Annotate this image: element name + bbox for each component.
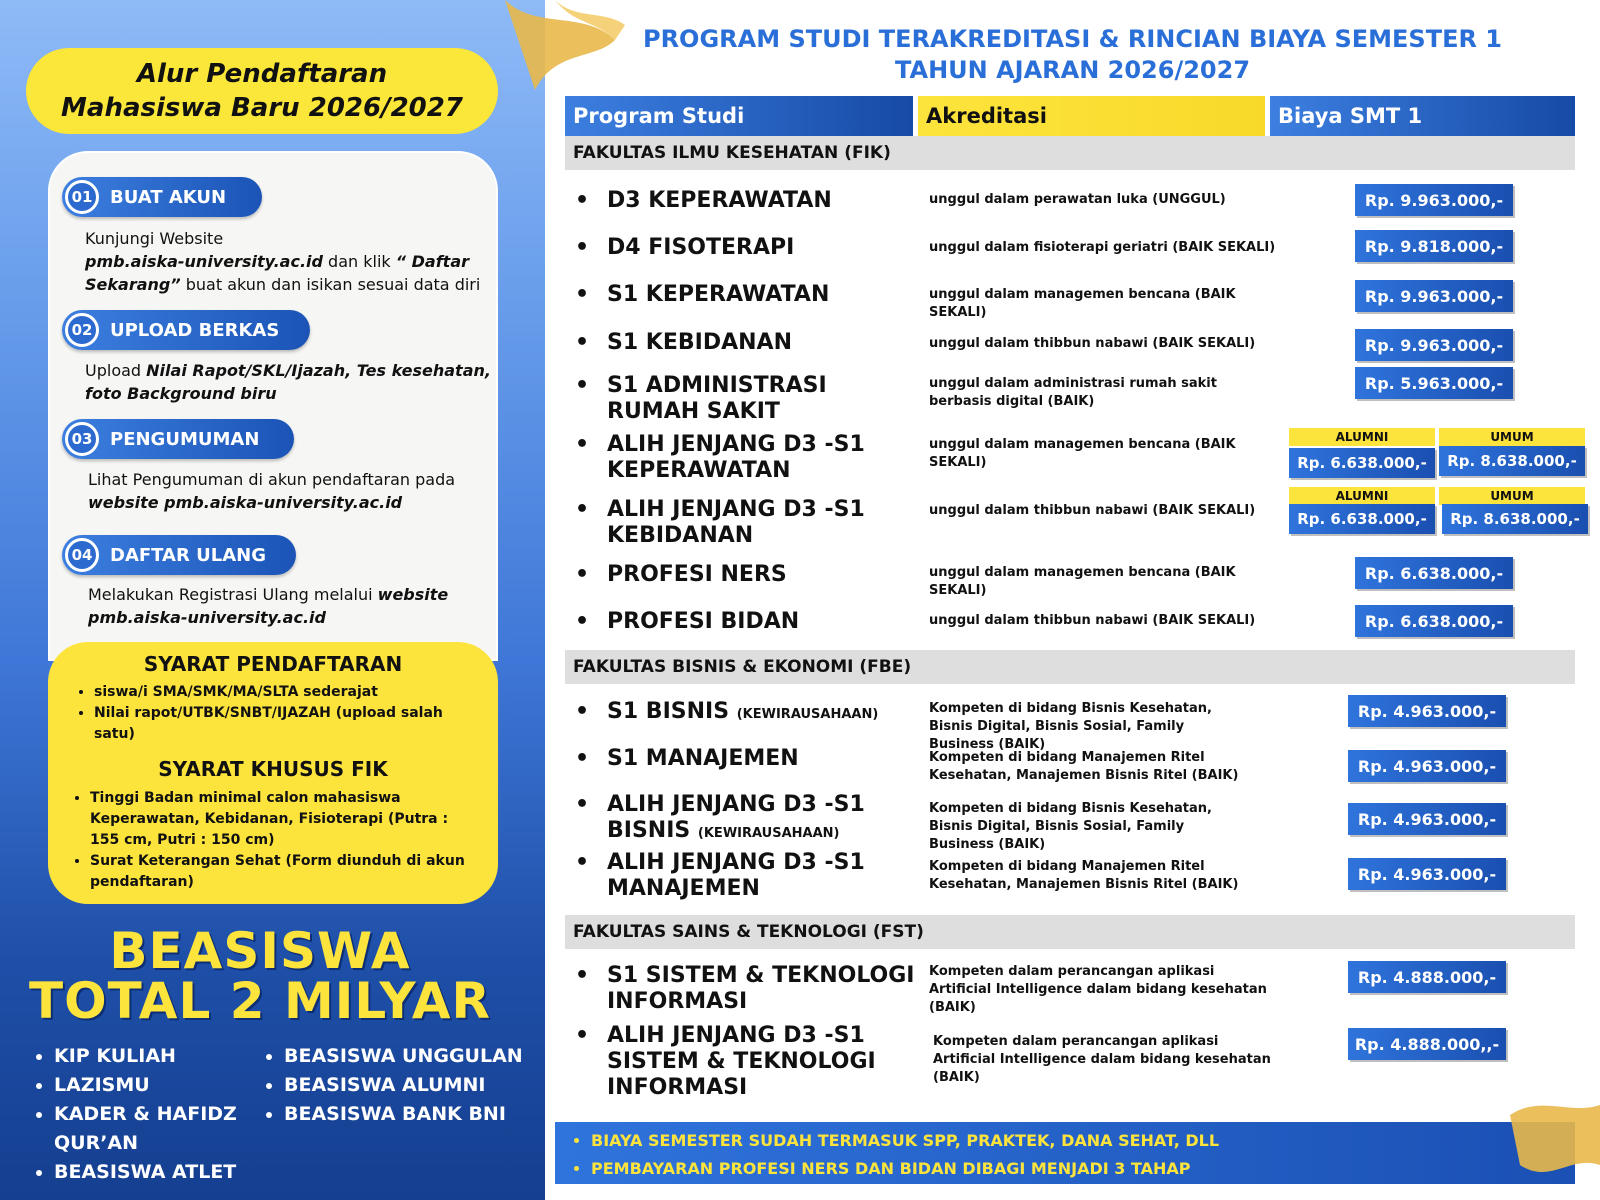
step-1-text-1: Kunjungi Website: [85, 229, 224, 248]
program-name: ALIH JENJANG D3 -S1 KEPERAWATAN: [607, 432, 865, 483]
fee-badge-umum: Rp. 8.638.000,-: [1439, 446, 1585, 476]
akreditasi-text: Kompeten dalam perancangan aplikasi Artificial Intelligence dalam bidang kesehatan (BAIK): [929, 964, 1267, 1015]
step-1-url: pmb.aiska-university.ac.id: [85, 252, 323, 271]
step-3-url: website pmb.aiska-university.ac.id: [88, 493, 403, 512]
beasiswa-item: • BEASISWA BANK BNI: [284, 1100, 544, 1129]
akreditasi-text: unggul dalam thibbun nabawi (BAIK SEKALI): [929, 613, 1256, 628]
program-name: ALIH JENJANG D3 -S1 KEBIDANAN: [607, 497, 865, 548]
gold-ribbon-bottom: [1510, 1095, 1600, 1200]
title-line-1: Alur Pendaftaran: [136, 59, 388, 89]
step-1-pill: [62, 177, 262, 217]
beasiswa-item: • BEASISWA ALUMNI: [284, 1071, 544, 1100]
step-4-text-1: Melakukan Registrasi Ulang melalui: [88, 585, 378, 604]
note-item: • BIAYA SEMESTER SUDAH TERMASUK SPP, PRAKTEK, DANA SEHAT, DLL: [591, 1127, 1219, 1155]
notes-list: [591, 1127, 1219, 1183]
step-3-text: [88, 468, 498, 514]
fee-badge: Rp. 6.638.000,-: [1355, 605, 1513, 637]
program-d3-keperawatan: • D3 KEPERAWATAN: [575, 188, 925, 214]
program-name: ALIH JENJANG D3 -S1 MANAJEMEN: [607, 850, 865, 901]
program-alih-jenjang-sistem-teknologi-informasi: • ALIH JENJANG D3 -S1 SISTEM & TEKNOLOGI INFORMASI: [575, 1023, 925, 1101]
fee-badge: Rp. 5.963.000,-: [1355, 367, 1513, 399]
program-profesi-ners: • PROFESI NERS: [575, 562, 925, 588]
akreditasi-text: unggul dalam managemen bencana (BAIK SEKALI): [929, 287, 1236, 320]
program-name: S1 MANAJEMEN: [607, 746, 799, 771]
program-name: D4 FISOTERAPI: [607, 235, 795, 260]
fee-badge: Rp. 4.963.000,-: [1348, 695, 1506, 727]
fee-badge: Rp. 9.963.000,-: [1355, 329, 1513, 361]
program-alih-jenjang-keperawatan: • ALIH JENJANG D3 -S1 KEPERAWATAN: [575, 432, 925, 484]
akreditasi-text: unggul dalam administrasi rumah sakit berbasis digital (BAIK): [929, 376, 1217, 409]
fee-badge: Rp. 9.818.000,-: [1355, 230, 1513, 262]
akreditasi-text: Kompeten di bidang Manajemen Ritel Kesehatan, Manajemen Bisnis Ritel (BAIK): [929, 750, 1239, 783]
program-s1-administrasi-rumah-sakit: • S1 ADMINISTRASI RUMAH SAKIT: [575, 373, 925, 425]
tag-alumni: ALUMNI: [1289, 428, 1435, 446]
fee-badge-umum: Rp. 8.638.000,-: [1442, 504, 1588, 534]
program-name: S1 KEPERAWATAN: [607, 282, 830, 307]
program-s1-keperawatan: • S1 KEPERAWATAN: [575, 282, 925, 308]
syarat-khusus-item: • Surat Keterangan Sehat (Form diunduh di akun pendaftaran): [90, 851, 475, 893]
program-suffix: (KEWIRAUSAHAAN): [697, 826, 840, 841]
syarat-item: • siswa/i SMA/SMK/MA/SLTA sederajat: [94, 682, 474, 703]
akreditasi-text: unggul dalam fisioterapi geriatri (BAIK SEKALI): [929, 240, 1276, 255]
akreditasi-text: Kompeten di bidang Bisnis Kesehatan, Bisnis Digital, Bisnis Sosial, Family Business (BAIK): [929, 701, 1212, 752]
beasiswa-item: • BEASISWA UNGGULAN: [284, 1042, 544, 1071]
step-2-pill: [62, 310, 310, 350]
beasiswa-list-1: [54, 1042, 254, 1187]
step-1-text-2: dan klik: [322, 252, 396, 271]
title-line-2: Mahasiswa Baru 2026/2027: [61, 93, 463, 123]
program-alih-jenjang-manajemen: • ALIH JENJANG D3 -S1 MANAJEMEN: [575, 850, 925, 902]
beasiswa-item: • BEASISWA ATLET: [54, 1158, 254, 1187]
syarat-khusus-title: SYARAT KHUSUS FIK: [158, 757, 388, 781]
step-1-text: [85, 227, 495, 296]
program-name: PROFESI NERS: [607, 562, 787, 587]
faculty-fst: FAKULTAS SAINS & TEKNOLOGI (FST): [565, 915, 1575, 949]
step-3-number: 03: [65, 422, 99, 456]
program-title-line-1: PROGRAM STUDI TERAKREDITASI & RINCIAN BIAYA SEMESTER 1: [642, 25, 1502, 53]
right-panel: [545, 0, 1600, 1200]
program-name: ALIH JENJANG D3 -S1 BISNIS: [607, 792, 865, 843]
faculty-fbe: FAKULTAS BISNIS & EKONOMI (FBE): [565, 650, 1575, 684]
akreditasi-text: unggul dalam managemen bencana (BAIK SEKALI): [929, 437, 1236, 470]
program-s1-manajemen: • S1 MANAJEMEN: [575, 746, 925, 772]
program-name: S1 ADMINISTRASI RUMAH SAKIT: [607, 373, 827, 424]
fee-badge-alumni: Rp. 6.638.000,-: [1289, 448, 1435, 478]
beasiswa-item: • KADER & HAFIDZ QUR’AN: [54, 1100, 254, 1158]
fee-badge: Rp. 4.888.000,,-: [1348, 1028, 1506, 1060]
fee-badge: Rp. 4.963.000,-: [1348, 858, 1506, 890]
step-3-text-1: Lihat Pengumuman di akun pendaftaran pada: [88, 470, 456, 489]
beasiswa-heading-1: BEASISWA: [109, 922, 411, 980]
step-2-text-1: Upload: [85, 361, 147, 380]
program-title-line-2: TAHUN AJARAN 2026/2027: [894, 56, 1251, 84]
step-4-label: DAFTAR ULANG: [110, 544, 266, 566]
tag-umum: UMUM: [1439, 428, 1585, 446]
faculty-fik: FAKULTAS ILMU KESEHATAN (FIK): [565, 136, 1575, 170]
header-program-studi: Program Studi: [565, 96, 913, 136]
left-panel: [0, 0, 545, 1200]
program-s1-bisnis: • S1 BISNIS (KEWIRAUSAHAAN): [575, 699, 879, 724]
syarat-item: • Nilai rapot/UTBK/SNBT/IJAZAH (upload salah satu): [94, 703, 474, 745]
akreditasi-text: Kompeten di bidang Manajemen Ritel Kesehatan, Manajemen Bisnis Ritel (BAIK): [929, 859, 1239, 892]
syarat-title: SYARAT PENDAFTARAN: [143, 652, 403, 676]
beasiswa-item: • LAZISMU: [54, 1071, 254, 1100]
fee-badge: Rp. 9.963.000,-: [1355, 280, 1513, 312]
note-item: • PEMBAYARAN PROFESI NERS DAN BIDAN DIBAGI MENJADI 3 TAHAP: [591, 1155, 1219, 1183]
step-4-website: website: [377, 585, 449, 604]
program-d4-fisoterapi: • D4 FISOTERAPI: [575, 235, 925, 261]
program-name: S1 KEBIDANAN: [607, 330, 792, 355]
header-biaya: Biaya SMT 1: [1270, 96, 1575, 136]
program-name: S1 BISNIS: [607, 699, 730, 724]
akreditasi-text: unggul dalam managemen bencana (BAIK SEKALI): [929, 565, 1236, 598]
step-4-pill: [62, 535, 296, 575]
step-1-number: 01: [65, 180, 99, 214]
akreditasi-text: unggul dalam perawatan luka (UNGGUL): [929, 192, 1226, 207]
step-2-number: 02: [65, 313, 99, 347]
step-2-label: UPLOAD BERKAS: [110, 319, 280, 341]
program-name: S1 SISTEM & TEKNOLOGI INFORMASI: [607, 963, 915, 1014]
step-1-daftar: “ Daftar Sekarang”: [85, 252, 469, 294]
gold-ribbon-top: [495, 0, 635, 110]
fee-badge-alumni: Rp. 6.638.000,-: [1289, 504, 1435, 534]
step-2-text: [85, 359, 495, 405]
header-akreditasi: Akreditasi: [918, 96, 1265, 136]
syarat-khusus-item: • Tinggi Badan minimal calon mahasiswa Keperawatan, Kebidanan, Fisioterapi (Putra : 155 cm, Putri : 150 cm): [90, 788, 475, 851]
step-3-label: PENGUMUMAN: [110, 428, 260, 450]
tag-umum: UMUM: [1439, 487, 1585, 505]
fee-badge: Rp. 4.888.000,-: [1348, 961, 1506, 993]
program-s1-sistem-teknologi-informasi: • S1 SISTEM & TEKNOLOGI INFORMASI: [575, 963, 925, 1015]
program-suffix: (KEWIRAUSAHAAN): [736, 707, 879, 722]
akreditasi-text: Kompeten dalam perancangan aplikasi Artificial Intelligence dalam bidang kesehatan (BAIK): [933, 1034, 1271, 1085]
program-name: D3 KEPERAWATAN: [607, 188, 832, 213]
beasiswa-heading-2: TOTAL 2 MILYAR: [28, 972, 492, 1030]
step-4-url: pmb.aiska-university.ac.id: [88, 608, 326, 627]
fee-badge: Rp. 4.963.000,-: [1348, 750, 1506, 782]
beasiswa-item: • KIP KULIAH: [54, 1042, 254, 1071]
step-4-number: 04: [65, 538, 99, 572]
tag-alumni: ALUMNI: [1289, 487, 1435, 505]
program-s1-kebidanan: • S1 KEBIDANAN: [575, 330, 925, 356]
akreditasi-text: unggul dalam thibbun nabawi (BAIK SEKALI): [929, 336, 1256, 351]
step-1-label: BUAT AKUN: [110, 186, 227, 208]
akreditasi-text: unggul dalam thibbun nabawi (BAIK SEKALI): [929, 503, 1256, 518]
program-alih-jenjang-kebidanan: • ALIH JENJANG D3 -S1 KEBIDANAN: [575, 497, 925, 549]
step-2-files: Nilai Rapot/SKL/Ijazah, Tes kesehatan, foto Background biru: [85, 361, 491, 403]
step-3-pill: [62, 419, 294, 459]
step-1-text-3: buat akun dan isikan sesuai data diri: [180, 275, 481, 294]
syarat-list: [94, 682, 474, 745]
fee-badge: Rp. 6.638.000,-: [1355, 557, 1513, 589]
program-alih-jenjang-bisnis: • ALIH JENJANG D3 -S1 BISNIS (KEWIRAUSAHAAN): [575, 792, 865, 843]
akreditasi-text: Kompeten di bidang Bisnis Kesehatan, Bisnis Digital, Bisnis Sosial, Family Business (BAIK): [929, 801, 1212, 852]
step-4-text: [88, 583, 498, 629]
program-profesi-bidan: • PROFESI BIDAN: [575, 609, 925, 635]
program-name: ALIH JENJANG D3 -S1 SISTEM & TEKNOLOGI INFORMASI: [607, 1023, 876, 1100]
syarat-khusus-list: [90, 788, 475, 893]
requirements-card: [48, 642, 498, 904]
fee-badge: Rp. 9.963.000,-: [1355, 184, 1513, 216]
fee-badge: Rp. 4.963.000,-: [1348, 803, 1506, 835]
registration-flow-title: [26, 48, 498, 134]
program-name: PROFESI BIDAN: [607, 609, 800, 634]
beasiswa-list-2: [284, 1042, 544, 1129]
notes-bar: [555, 1122, 1575, 1184]
